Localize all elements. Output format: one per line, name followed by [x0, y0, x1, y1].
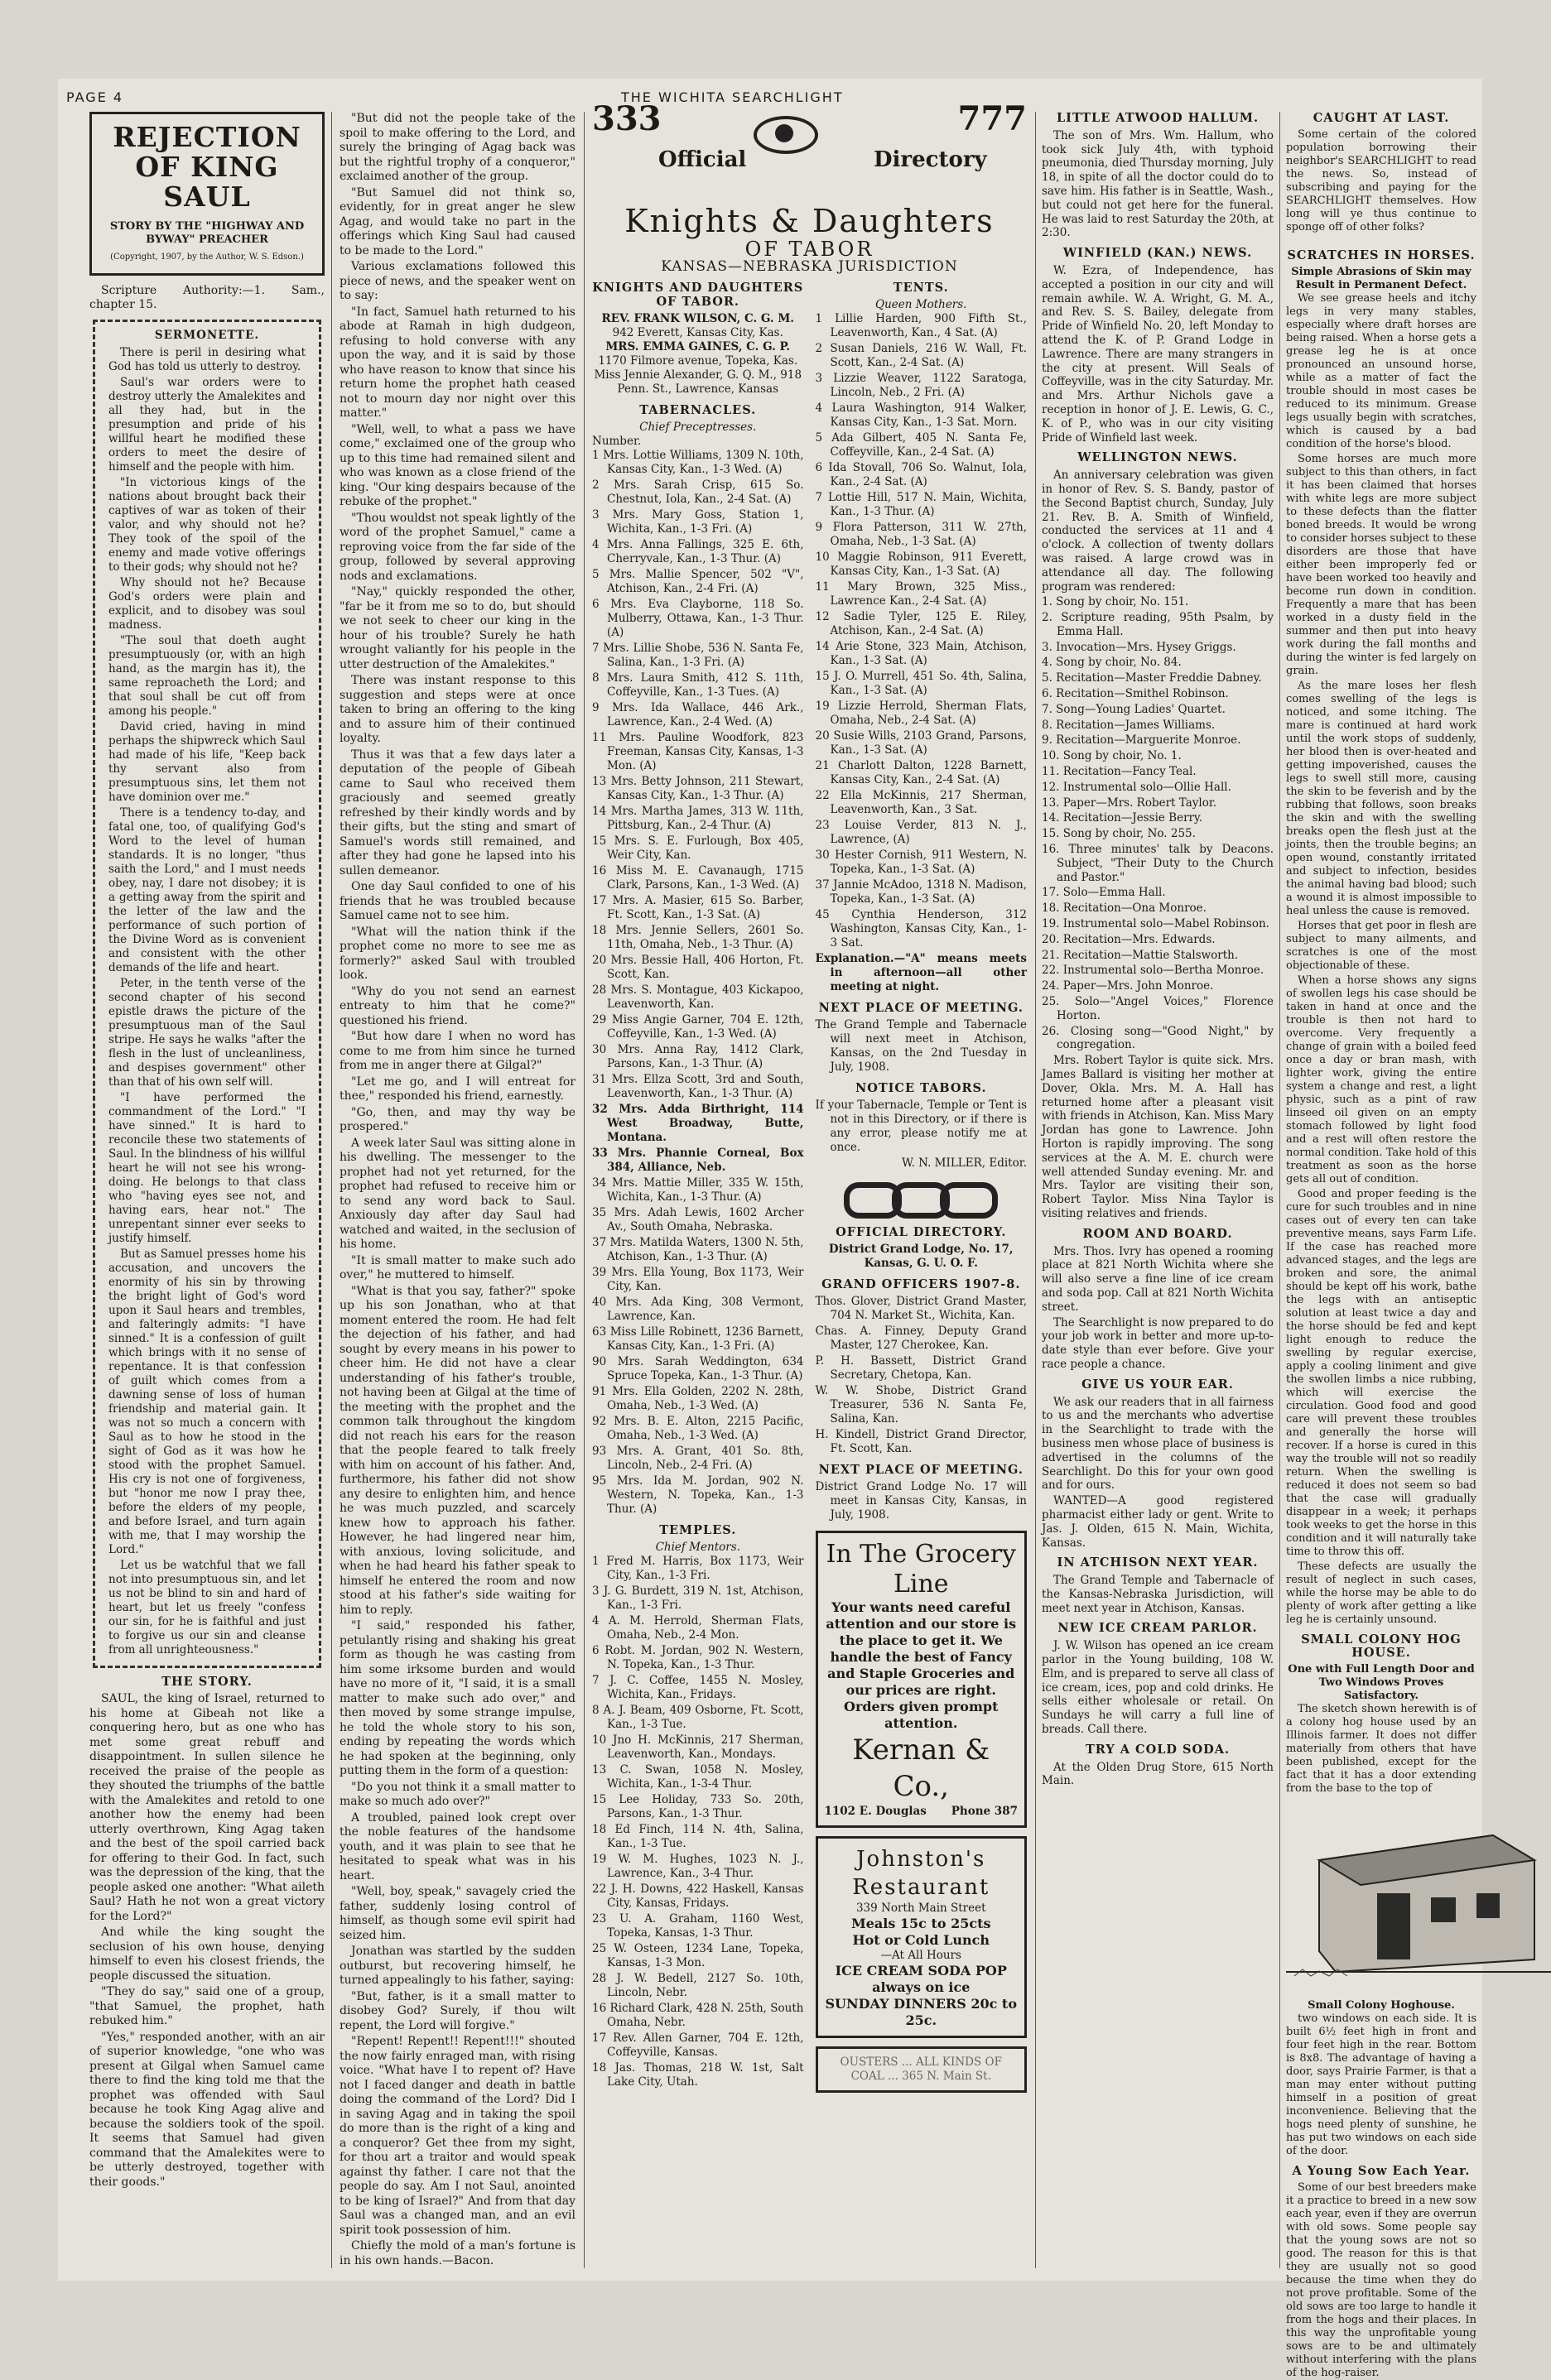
list-item: 32 Mrs. Adda Birthright, 114 West Broadway, Butte, Montana.	[592, 1103, 804, 1144]
list-item: 8 Mrs. Laura Smith, 412 S. 11th, Coffeyville, Kan., 1-3 Tues. (A)	[592, 671, 804, 699]
list-item: 92 Mrs. B. E. Alton, 2215 Pacific, Omaha, Neb., 1-3 Wed. (A)	[592, 1415, 804, 1442]
list-item: 4 A. M. Herrold, Sherman Flats, Omaha, Neb., 2-4 Mon.	[592, 1614, 804, 1642]
officer: Miss Jennie Alexander, G. Q. M., 918 Penn. St., Lawrence, Kansas	[594, 368, 802, 396]
paragraph: Various exclamations followed this piece of news, and the speaker went on to say:	[340, 260, 576, 302]
list-item: 90 Mrs. Sarah Weddington, 634 Spruce Topeka, Kan., 1-3 Thur. (A)	[592, 1355, 804, 1382]
list-item: 34 Mrs. Mattie Miller, 335 W. 15th, Wichita, Kan., 1-3 Thur. (A)	[592, 1176, 804, 1204]
hog-subheading: One with Full Length Door and Two Windows Proves Satisfactory.	[1288, 1663, 1475, 1702]
article-heading: WELLINGTON NEWS.	[1077, 450, 1238, 465]
column-4	[1042, 112, 1274, 2268]
list-item: 25. Solo—"Angel Voices," Florence Horton.	[1042, 995, 1274, 1022]
paragraph: Thus it was that a few days later a deputation of the people of Gibeah came to Saul who received them graciously and seemed greatly refreshed by their kindly words and by their gifts, but the sting and smart of Samuel's words still remained, and after they had gone he lapsed into his sullen demeanor.	[340, 748, 576, 877]
list-item: 91 Mrs. Ella Golden, 2202 N. 28th, Omaha, Neb., 1-3 Wed. (A)	[592, 1385, 804, 1412]
paragraph: "But Samuel did not think so, evidently, for in great anger he slew Agag, and would take no part in the offerings which King Saul had caused to be made to the Lord."	[340, 185, 576, 257]
list-item: 19 Lizzie Herrold, Sherman Flats, Omaha, Neb., 2-4 Sat. (A)	[815, 700, 1027, 727]
list-item: 8. Recitation—James Williams.	[1042, 718, 1216, 732]
notice-heading: NOTICE TABORS.	[855, 1081, 987, 1095]
list-item: 11 Mary Brown, 325 Miss., Lawrence Kan., 2-4 Sat. (A)	[815, 580, 1027, 608]
list-item: H. Kindell, District Grand Director, Ft. Scott, Kan.	[815, 1428, 1027, 1455]
paragraph: We see grease heels and itchy legs in very many stables, especially where draft horses are being raised. When a horse gets a grease leg he is at once pronounced an unsound horse, while as a matter of fact the trouble should in most cases be reduced to its minimum. Grease legs usually begin with scratches, which is caused by a bad condition of the horse's blood.	[1286, 292, 1476, 450]
column-5	[1286, 111, 1477, 2379]
ad-address: 1102 E. Douglas	[824, 1805, 927, 1818]
paragraph: There was instant response to this suggestion and steps were at once taken to bring an offering to the king and to assure him of their continued loyalty.	[340, 674, 576, 745]
list-item: 3 Mrs. Mary Goss, Station 1, Wichita, Kan., 1-3 Fri. (A)	[592, 508, 804, 536]
paragraph: "I said," responded his father, petulantly rising and shaking his great form as though he was casting from him some irksome burden and would have no more of it, "I said, it is a small matter to make such ado over," and then moved by some strange impulse, he told the whole story to his son, ending by repeating the words which he had spoken at the beginning, only putting them in the form of a question:	[340, 1619, 576, 1777]
icecream-text: J. W. Wilson has opened an ice cream parlor in the Young building, 108 W. Elm, and is prepared to serve all class of ice cream, ices, pop and cold drinks. He sells either wholesale or retail. On Sundays he will carry a full line of breads. Call there.	[1042, 1639, 1274, 1737]
list-item: 11 Mrs. Pauline Woodfork, 823 Freeman, Kansas City, Kansas, 1-3 Mon. (A)	[592, 731, 804, 772]
list-item: 18 Jas. Thomas, 218 W. 1st, Salt Lake City, Utah.	[592, 2061, 804, 2089]
paragraph: David cried, having in mind perhaps the shipwreck which Saul had made of his life, "Keep back thy servant also from presumptuous sins, let them not have dominion over me."	[108, 719, 306, 804]
list-item: 20 Susie Wills, 2103 Grand, Parsons, Kan., 1-3 Sat. (A)	[815, 729, 1027, 757]
paragraph: Let us be watchful that we fall not into presumptuous sin, and let us not be blind to sin and hard of heart, but let us freely "confess our sin, for he is faithful and just to forgive us our sin and cleanse from all unrighteousness."	[108, 1558, 306, 1656]
copyright-line: (Copyright, 1907, by the Author, W. S. Edson.)	[110, 252, 304, 262]
paragraph: "Thou wouldst not speak lightly of the word of the prophet Samuel," came a reproving voice from the far side of the group, followed by several approving nods and exclamations.	[340, 511, 576, 583]
masthead	[58, 83, 1482, 113]
oddfellows-heading: OFFICIAL DIRECTORY.	[836, 1225, 1007, 1239]
list-item: 7 Mrs. Lillie Shobe, 536 N. Santa Fe, Salina, Kan., 1-3 Fri. (A)	[592, 642, 804, 669]
ad-line: 339 North Main Street	[855, 1902, 986, 1915]
list-item: 8 A. J. Beam, 409 Osborne, Ft. Scott, Kan., 1-3 Tue.	[592, 1704, 804, 1731]
ad-line: ICE CREAM SODA POP always on ice	[835, 1963, 1007, 1995]
paragraph: Some of our best breeders make it a practice to breed in a new sow each year, even if they are overrun with old sows. Some people say that the young sows are not so good. The reason for this is that they are usually not so good because the time when they do not prove profitable. Some of the old sows are too large to handle it from the hogs and their places. In this way the unprofitable young sows are to be and ultimately without interfering with the plans of the hog-raiser.	[1286, 2181, 1477, 2379]
list-item: 21 Charlott Dalton, 1228 Barnett, Kansas City, Kan., 2-4 Sat. (A)	[815, 759, 1027, 786]
paragraph: There is a tendency to-day, and fatal one, too, of qualifying God's Word to the level of human standards. It is no longer, "thus saith the Lord," and I must needs obey, nay, I dare not disobey; it is a getting away from the spirit and the letter of the law and the performance of such portion of the Divine Word as is convenient and consistent with the other demands of the life and heart.	[108, 805, 306, 974]
paragraph: "Go, then, and may thy way be prospered."	[340, 1105, 576, 1133]
list-item: 19. Instrumental solo—Mabel Robinson.	[1042, 917, 1269, 931]
sermonette-box	[93, 320, 321, 1668]
list-item: 30 Mrs. Anna Ray, 1412 Clark, Parsons, Kan., 1-3 Thur. (A)	[592, 1043, 804, 1070]
list-item: 5 Ada Gilbert, 405 N. Santa Fe, Coffeyville, Kan., 2-4 Sat. (A)	[815, 431, 1027, 459]
list-item: 45 Cynthia Henderson, 312 Washington, Kansas City, Kan., 1-3 Sat.	[815, 908, 1027, 950]
ad-footer	[825, 1805, 1019, 1819]
paragraph: two windows on each side. It is built 6½ feet high in front and four feet high in the rear. Bottom is 8x8. The advantage of having a door, says Prairie Farmer, is that a man may enter without putting himself in a position of great inconvenience. Believing that the hogs need plenty of sunshine, he has put two windows on each side of the door.	[1286, 2012, 1476, 2157]
article-subtitle: STORY BY THE "HIGHWAY AND BYWAY" PREACHER	[109, 220, 305, 246]
number-label: Number.	[592, 435, 642, 448]
paragraph: "The soul that doeth aught presumptuously (or, with an high hand, as the margin has it), the same reproacheth the Lord; and that soul shall be cut off from among his people."	[108, 633, 306, 718]
icecream-heading: NEW ICE CREAM PARLOR.	[1057, 1621, 1258, 1636]
kd-heading: KNIGHTS AND DAUGHTERS OF TABOR.	[592, 281, 804, 309]
column-rule	[1279, 112, 1280, 2268]
paragraph: "In victorious kings of the nations about brought back their captives of war as token of their valor, and why should not he? They took of the spoil of the enemy and made votive offerings to their gods; why should not he?	[108, 475, 306, 574]
sow-heading: A Young Sow Each Year.	[1292, 2164, 1471, 2178]
paragraph: "But did not the people take of the spoil to make offering to the Lord, and surely the bringing of Agag back was but the rightful trophy of a conqueror," exclaimed another of the group.	[340, 112, 576, 183]
hog-heading: SMALL COLONY HOG HOUSE.	[1301, 1632, 1462, 1660]
quote-bacon: Chiefly the mold of a man's fortune is in his own hands.—Bacon.	[340, 2239, 576, 2267]
jurisdiction: KANSAS—NEBRASKA JURISDICTION	[661, 258, 958, 275]
list-item: 16 Richard Clark, 428 N. 25th, South Omaha, Nebr.	[592, 2002, 804, 2029]
officer: REV. FRANK WILSON, C. G. M.	[601, 312, 794, 325]
paragraph: Peter, in the tenth verse of the second chapter of his second epistle draws the picture of the presumptuous man of the Saul stripe. He says he walks "after the flesh in the lust of uncleanliness, and despises government" other than that of his own self will.	[108, 976, 306, 1089]
caught-text: Some certain of the colored population borrowing their neighbor's SEARCHLIGHT to read the news. So, instead of subscribing and paying for the SEARCHLIGHT themselves. How long will ye thus continue to sponge off of other folks?	[1286, 128, 1476, 233]
list-item: P. H. Bassett, District Grand Secretary, Chetopa, Kan.	[815, 1354, 1027, 1382]
temples-heading: TEMPLES.	[659, 1523, 737, 1537]
list-item: 10 Maggie Robinson, 911 Everett, Kansas City, Kan., 1-3 Sat. (A)	[815, 551, 1027, 578]
list-item: 37 Mrs. Matilda Waters, 1300 N. 5th, Atchison, Kan., 1-3 Thur. (A)	[592, 1236, 804, 1263]
official-label: Official	[658, 147, 747, 172]
officer: 1170 Filmore avenue, Topeka, Kas.	[598, 354, 798, 368]
paragraph: These defects are usually the result of neglect in such cases, while the horse may be able to do plenty of work after getting a like leg he is certainly unsound.	[1286, 1560, 1476, 1626]
list-item: 3. Invocation—Mrs. Hysey Griggs.	[1042, 640, 1236, 654]
scripture-line: Scripture Authority:—1. Sam., chapter 15.	[89, 283, 325, 311]
tents-list	[816, 281, 1028, 2101]
list-item: 7 J. C. Coffee, 1455 N. Mosley, Wichita, Kan., Fridays.	[592, 1674, 804, 1701]
list-item: 26. Closing song—"Good Night," by congregation.	[1042, 1024, 1274, 1052]
ad-company: Kernan & Co.,	[852, 1733, 990, 1803]
list-item: 39 Mrs. Ella Young, Box 1173, Weir City, Kan.	[592, 1266, 804, 1293]
notice-signature: W. N. MILLER, Editor.	[902, 1156, 1027, 1170]
column-1	[89, 112, 325, 2268]
list-item: 12. Instrumental solo—Ollie Hall.	[1042, 780, 1231, 794]
paragraph: "But, father, is it a small matter to disobey God? Surely, if thou wilt repent, the Lord will forgive."	[340, 1989, 576, 2032]
list-item: 9 Mrs. Ida Wallace, 446 Ark., Lawrence, Kan., 2-4 Wed. (A)	[592, 701, 804, 728]
list-item: 40 Mrs. Ada King, 308 Vermont, Lawrence, Kan.	[592, 1296, 804, 1323]
officer: MRS. EMMA GAINES, C. G. P.	[605, 340, 791, 353]
paragraph: "What will the nation think if the prophet come no more to see me as formerly?" asked Saul with troubled look.	[340, 925, 576, 982]
list-item: 10 Jno H. McKinnis, 217 Sherman, Leavenworth, Kan., Mondays.	[592, 1733, 804, 1761]
next-meeting: The Grand Temple and Tabernacle will next meet in Atchison, Kansas, on the 2nd Tuesday in July, 1908.	[815, 1018, 1027, 1074]
program-list	[1042, 595, 1274, 1052]
caught-heading: CAUGHT AT LAST.	[1313, 111, 1450, 125]
grand-officers-heading: GRAND OFFICERS 1907-8.	[821, 1277, 1021, 1291]
paragraph: Horses that get poor in flesh are subject to many ailments, and scratches is one of the most objectionable of these.	[1286, 920, 1476, 972]
page-number: PAGE 4	[66, 89, 124, 105]
paragraph: "I have performed the commandment of the Lord." "I have sinned." It is hard to reconcile these two statements of Saul. In the blindness of his willful heart he will not see his wrong-doing. He belongs to that class who "having eyes see not, and having ears, hear not." The unrepentant sinner ever seeks to justify himself.	[108, 1090, 306, 1245]
directory-label: Directory	[874, 147, 987, 172]
tabernacles-list	[592, 281, 804, 2101]
number-left: 333	[592, 99, 662, 138]
column-rule	[331, 112, 332, 2268]
list-item: 6 Ida Stovall, 706 So. Walnut, Iola, Kan., 2-4 Sat. (A)	[815, 461, 1027, 488]
list-item: 17 Mrs. A. Masier, 615 So. Barber, Ft. Scott, Kan., 1-3 Sat. (A)	[592, 894, 804, 921]
paragraph: SAUL, the king of Israel, returned to his home at Gibeah not like a conquering hero, but as one who has met some great rebuff and disappointment. In sullen silence he received the praise of the people as they shouted the triumphs of the battle with the Amalekites and retold to one another how the enemy had been utterly overthrown, King Agag taken and the best of the spoil carried back for offering to their God. In fact, such was the depression of the king, that the people asked one another: "What aileth Saul? Hath he not won a great victory for the Lord?"	[89, 1692, 325, 1923]
paragraph: The sketch shown herewith is of a colony hog house used by an Illinois farmer. It does not differ materially from others that have been published, except for the fact that it has a door extending from the base to the top of	[1286, 1703, 1476, 1795]
paragraph: As the mare loses her flesh comes swelling of the legs is noticed, and some itching. The mare is continued at hard work until the work stops of suddenly, her blood then is over-heated and getting impoverished, causes the legs to swell still more, causing the skin to be feverish and by the rubbing that follows, soon breaks the skin and with the swelling breaks open the flesh just at the joints, then the trouble begins; an open wound, constantly irritated and subject to infection, besides the animal having bad blood; such a wound it is almost impossible to heal unless the cause is removed.	[1286, 680, 1476, 917]
paragraph: And while the king sought the seclusion of his own house, denying himself to even his closest friends, the people discussed the situation.	[89, 1926, 325, 1983]
list-item: 13 Mrs. Betty Johnson, 211 Stewart, Kansas City, Kan., 1-3 Thur. (A)	[592, 775, 804, 802]
paragraph: A week later Saul was sitting alone in his dwelling. The messenger to the prophet had not yet returned, for the prophet had refused to receive him or to send any word back to Saul. Anxiously day after day Saul had watched and waited, in the seclusion of his home.	[340, 1136, 576, 1251]
hog-house-illustration	[1286, 1802, 1551, 1993]
list-item: 9 Flora Patterson, 311 W. 27th, Omaha, Neb., 1-3 Sat. (A)	[815, 521, 1027, 548]
list-item: 6 Mrs. Eva Clayborne, 118 So. Mulberry, Ottawa, Kan., 1-3 Thur. (A)	[592, 598, 804, 639]
article-heading: LITTLE ATWOOD HALLUM.	[1056, 111, 1260, 125]
paragraph: "Repent! Repent!! Repent!!!" shouted the now fairly enraged man, with rising voice. "What have I to repent of? Have not I faced danger and death in battle doing the command of the Lord? Did I in saving Agag and in taking the spoil do more than is the right of a king and a conqueror? Get thee from my sight, for thou art a traitor and would speak against thy father. I care not that the people do say. Am I not Saul, anointed to be king of Israel?" And from that day Saul was a changed man, and an evil spirit took possession of him.	[340, 2035, 576, 2237]
list-item: 15 J. O. Murrell, 451 So. 4th, Salina, Kan., 1-3 Sat. (A)	[815, 670, 1027, 697]
list-item: 4 Mrs. Anna Fallings, 325 E. 6th, Cherryvale, Kan., 1-3 Thur. (A)	[592, 538, 804, 565]
article-text: The son of Mrs. Wm. Hallum, who took sick July 4th, with typhoid pneumonia, died Thursday morning, July 18, in spite of all the doctor could do to save him. His father is in Seattle, Wash., but could not get here for the funeral. He was laid to rest Saturday the 20th, at 2:30.	[1042, 128, 1274, 240]
list-item: 29 Miss Angie Garner, 704 E. 12th, Coffeyville, Kan., 1-3 Wed. (A)	[592, 1013, 804, 1041]
list-item: 18. Recitation—Ona Monroe.	[1042, 902, 1207, 916]
list-item: 13 C. Swan, 1058 N. Mosley, Wichita, Kan., 1-3-4 Thur.	[592, 1763, 804, 1791]
story-heading: THE STORY.	[161, 1674, 253, 1689]
paragraph: "Let me go, and I will entreat for thee," responded his friend, earnestly.	[340, 1075, 576, 1103]
paragraph: One day Saul confided to one of his friends that he was troubled because Samuel came not to see him.	[340, 880, 576, 922]
list-item: 10. Song by choir, No. 1.	[1042, 749, 1182, 763]
list-item: W. W. Shobe, District Grand Treasurer, 536 N. Santa Fe, Salina, Kan.	[815, 1384, 1027, 1426]
list-item: 2 Susan Daniels, 216 W. Wall, Ft. Scott, Kan., 2-4 Sat. (A)	[815, 342, 1027, 369]
list-item: 14 Mrs. Martha James, 313 W. 11th, Pittsburg, Kan., 2-4 Thur. (A)	[592, 805, 804, 832]
hog-caption: Small Colony Hoghouse.	[1308, 1999, 1455, 2012]
tents-sub: Queen Mothers.	[875, 298, 967, 311]
list-item: 30 Hester Cornish, 911 Western, N. Topeka, Kan., 1-3 Sat. (A)	[815, 849, 1027, 876]
wellington-notes: Mrs. Robert Taylor is quite sick. Mrs. James Ballard is visiting her mother at Dover, Okla. Mrs. M. A. Hall has returned home after a pleasant visit with friends in Atchison, Kan. Miss Mary Jordan has gone to Lawrence. John Horton is rapidly improving. The song services at the A. M. E. church were well attended Sunday evening. Mr. and Mrs. Taylor are visiting their son, Robert Taylor. Miss Nina Taylor is visiting relatives and friends.	[1042, 1054, 1274, 1220]
ad-title: In The Grocery Line	[826, 1540, 1017, 1599]
ad-line: SUNDAY DINNERS 20c to 25c.	[825, 1996, 1017, 2028]
scratches-heading: SCRATCHES IN HORSES.	[1287, 248, 1476, 262]
list-item: 33 Mrs. Phannie Corneal, Box 384, Alliance, Neb.	[592, 1147, 804, 1174]
list-item: 17. Solo—Emma Hall.	[1042, 886, 1166, 900]
directory-columns	[592, 281, 1027, 2101]
searchlight-note: The Searchlight is now prepared to do your job work in better and more up-to-date style than ever before. Give your race people a chance.	[1042, 1315, 1274, 1371]
list-item: 15. Song by choir, No. 255.	[1042, 827, 1196, 841]
list-item: 3 J. G. Burdett, 319 N. 1st, Atchison, Kan., 1-3 Fri.	[592, 1584, 804, 1612]
list-item: 95 Mrs. Ida M. Jordan, 902 N. Western, N. Topeka, Kan., 1-3 Thur. (A)	[592, 1474, 804, 1516]
list-item: 18 Mrs. Jennie Sellers, 2601 So. 11th, Omaha, Neb., 1-3 Thur. (A)	[592, 924, 804, 951]
directory-title: Knights & Daughters	[624, 203, 995, 239]
directory-of: OF TABOR	[744, 238, 874, 261]
list-item: 14. Recitation—Jessie Berry.	[1042, 811, 1203, 825]
explanation: Explanation.—"A" means meets in afternoon—all other meeting at night.	[815, 952, 1027, 993]
officer: 942 Everett, Kansas City, Kas.	[612, 326, 783, 339]
three-links-icon	[816, 1182, 1028, 1219]
paragraph: "Do you not think it a small matter to make so much ado over?"	[340, 1780, 576, 1808]
list-item: 20. Recitation—Mrs. Edwards.	[1042, 932, 1216, 946]
ad-body: Your wants need careful attention and our store is the place to get it. We handle the best of Fancy and Staple Groceries and our prices are right. Orders given prompt attention.	[826, 1599, 1017, 1731]
article-text: An anniversary celebration was given in honor of Rev. S. S. Bandy, pastor of the Second Baptist church, Sunday, July 21. Rev. B. A. Smith of Winfield, conducted the services at 11 and 4 o'clock. A collection of twenty dollars was raised. A large crowd was in attendance all day. The following program was rendered:	[1042, 469, 1274, 594]
list-item: 3 Lizzie Weaver, 1122 Saratoga, Lincoln, Neb., 2 Fri. (A)	[815, 372, 1027, 399]
list-item: Thos. Glover, District Grand Master, 704 N. Market St., Wichita, Kan.	[815, 1295, 1027, 1322]
list-item: 12 Sadie Tyler, 125 E. Riley, Atchison, Kan., 2-4 Sat. (A)	[815, 610, 1027, 637]
column-2	[340, 112, 576, 2268]
list-item: 4 Laura Washington, 914 Walker, Kansas City, Kan., 1-3 Sat. Morn.	[815, 401, 1027, 429]
list-item: 22 Ella McKinnis, 217 Sherman, Leavenworth, Kan., 3 Sat.	[815, 789, 1027, 816]
list-item: 1 Fred M. Harris, Box 1173, Weir City, Kan., 1-3 Fri.	[592, 1555, 804, 1582]
list-item: 63 Miss Lille Robinett, 1236 Barnett, Kansas City, Kan., 1-3 Fri. (A)	[592, 1325, 804, 1353]
paragraph: "But how dare I when no word has come to me from him since he turned from me in anger there at Gilgal?"	[340, 1030, 576, 1072]
ad-line: Hot or Cold Lunch	[852, 1932, 990, 1948]
ad-line: —At All Hours	[880, 1949, 961, 1962]
column-rule	[584, 112, 585, 2268]
list-item: 5. Recitation—Master Freddie Dabney.	[1042, 671, 1262, 685]
list-item: 19 W. M. Hughes, 1023 N. J., Lawrence, Kan., 3-4 Thur.	[592, 1853, 804, 1880]
list-item: 7. Song—Young Ladies' Quartet.	[1042, 702, 1226, 716]
paragraph: Good and proper feeding is the cure for such troubles and in nine cases out of every ten can take preventive means, says Farm Life. If the case has reached more advanced stages, and the legs are broken and sore, the animal should be kept off his work, bathe the legs with an antiseptic solution at least twice a day and the horse should be fed and kept light enough to reduce the swelling by regular exercise, apply a cooling liniment and give the swollen limbs a nice rubbing, which will exercise the circulation. Good food and good care will prevent these troubles and generally the horse will recover. If a horse is cured in this way the trouble will not so readily return. When the swelling is reduced it does not seem so bad that the case will gradually disappear in a week; it perhaps took weeks to get the horse in this condition and it will naturally take time to throw this off.	[1286, 1188, 1476, 1558]
ear-text: We ask our readers that in all fairness to us and the merchants who advertise in the Searchlight to trade with the business men whose place of business is advertised in the columns of the Searchlight. Do this for your own good and for ours.	[1042, 1395, 1274, 1493]
ad-phone: Phone 387	[951, 1805, 1018, 1818]
list-item: 23 U. A. Graham, 1160 West, Topeka, Kansas, 1-3 Thur.	[592, 1912, 804, 1940]
list-item: 7 Lottie Hill, 517 N. Main, Wichita, Kan., 1-3 Thur. (A)	[815, 491, 1027, 518]
paragraph: Saul's war orders were to destroy utterly the Amalekites and all they had, but in the presumption and pride of his willful heart he modified these orders to meet the desire of himself and the people with him.	[108, 375, 306, 474]
paragraph: "It is small matter to make such ado over," he muttered to himself.	[340, 1253, 576, 1281]
list-item: Chas. A. Finney, Deputy Grand Master, 127 Cherokee, Kan.	[815, 1325, 1027, 1352]
atchison-heading: IN ATCHISON NEXT YEAR.	[1057, 1555, 1259, 1570]
newspaper-title: THE WICHITA SEARCHLIGHT	[621, 89, 844, 105]
paragraph: "Nay," quickly responded the other, "far be it from me so to do, but should we not seek to cheer our king in the hour of his trouble? Surely he hath wrought valiantly for his people in the utter destruction of the Amalekites."	[340, 585, 576, 671]
list-item: 31 Mrs. Ellza Scott, 3rd and South, Leavenworth, Kan., 1-3 Thur. (A)	[592, 1073, 804, 1100]
lodge-next-meeting-heading: NEXT PLACE OF MEETING.	[818, 1463, 1024, 1477]
list-item: 9. Recitation—Marguerite Monroe.	[1042, 733, 1241, 748]
list-item: 24. Paper—Mrs. John Monroe.	[1042, 979, 1214, 993]
paragraph: "Why do you not send an earnest entreaty to him that he come?" questioned his friend.	[340, 984, 576, 1027]
list-item: 11. Recitation—Fancy Teal.	[1042, 765, 1197, 779]
list-item: 93 Mrs. A. Grant, 401 So. 8th, Lincoln, Neb., 2-4 Fri. (A)	[592, 1445, 804, 1472]
tents-heading: TENTS.	[893, 281, 949, 295]
list-item: 1 Mrs. Lottie Williams, 1309 N. 10th, Kansas City, Kan., 1-3 Wed. (A)	[592, 449, 804, 476]
directory-header	[592, 99, 1027, 203]
tabernacles-sub: Chief Preceptresses.	[639, 421, 757, 434]
list-item: 2 Mrs. Sarah Crisp, 615 So. Chestnut, Iola, Kan., 2-4 Sat. (A)	[592, 478, 804, 506]
article-heading: WINFIELD (KAN.) NEWS.	[1062, 246, 1253, 261]
ear-heading: GIVE US YOUR EAR.	[1081, 1377, 1234, 1392]
eye-icon	[754, 116, 818, 154]
notice: If your Tabernacle, Temple or Tent is not in this Directory, or if there is any error, please notify me at once.	[815, 1099, 1027, 1154]
list-item: 6. Recitation—Smithel Robinson.	[1042, 687, 1229, 701]
soda-text: At the Olden Drug Store, 615 North Main.	[1042, 1760, 1274, 1788]
paragraph: Some horses are much more subject to this than others, in fact it has been claimed that horses with white legs are more subject to these defects than the flatter boned breeds. It would be wrong to consider horses subject to these disorders are those that have either been improperly fed or have been worked too heavily and become run down in condition. Frequently a mare that has been worked in a dusty field in the summer and then put into heavy work during the fall months and during the winter is fed largely on grain.	[1286, 453, 1477, 677]
article-header-box	[89, 112, 325, 276]
ad-title: Johnston's Restaurant	[852, 1847, 990, 1900]
sermonette-title: SERMONETTE.	[154, 328, 260, 342]
list-item: 17 Rev. Allen Garner, 704 E. 12th, Coffeyville, Kansas.	[592, 2031, 804, 2059]
list-item: 1. Song by choir, No. 151.	[1042, 595, 1189, 609]
list-item: 15 Lee Holiday, 733 So. 20th, Parsons, Kan., 1-3 Thur.	[592, 1793, 804, 1820]
wanted-ad: WANTED—A good registered pharmacist either lady or gent. Write to Jas. J. Olden, 615 N. Main, Wichita, Kansas.	[1042, 1494, 1274, 1550]
ad-line: Meals 15c to 25cts	[850, 1916, 991, 1931]
paragraph: Why should not he? Because God's orders were plain and explicit, and to disobey was soul madness.	[108, 575, 306, 632]
paragraph: "They do say," said one of a group, "that Samuel, the prophet, hath rebuked him."	[89, 1985, 325, 2027]
list-item: 35 Mrs. Adah Lewis, 1602 Archer Av., South Omaha, Nebraska.	[592, 1206, 804, 1233]
list-item: 22. Instrumental solo—Bertha Monroe.	[1042, 964, 1264, 978]
restaurant-ad	[816, 1836, 1028, 2038]
column-rule	[1035, 112, 1036, 2268]
next-meeting-heading: NEXT PLACE OF MEETING.	[818, 1001, 1024, 1015]
smudged-ad: OUSTERS ... ALL KINDS OF COAL ... 365 N. Main St.	[816, 2046, 1028, 2093]
paragraph: "Yes," responded another, with an air of superior knowledge, "one who was present at Gilgal when Samuel came there to find the king told me that the prophet was offended with Saul because he took King Agag alive and because the soldiers took of the spoil. It seems that Samuel had given command that the Amalekites were to be utterly destroyed, together with their goods."	[89, 2030, 325, 2189]
list-item: 6 Robt. M. Jordan, 902 N. Western, N. Topeka, Kan., 1-3 Thur.	[592, 1644, 804, 1671]
paragraph: "In fact, Samuel hath returned to his abode at Ramah in high dudgeon, refusing to hold converse with any upon the way, and it is said by those who have reason to know that since his return home the prophet hath ceased not to mourn day nor night over this matter."	[340, 305, 576, 420]
lodge-next-meeting: District Grand Lodge No. 17 will meet in Kansas City, Kansas, in July, 1908.	[815, 1480, 1027, 1522]
scratches-subheading: Simple Abrasions of Skin may Result in Permanent Defect.	[1291, 266, 1472, 291]
list-item: 18 Ed Finch, 114 N. 4th, Salina, Kan., 1-3 Tue.	[592, 1823, 804, 1850]
number-right: 777	[957, 99, 1027, 138]
list-item: 25 W. Osteen, 1234 Lane, Topeka, Kansas, 1-3 Mon.	[592, 1942, 804, 1969]
paragraph: There is peril in desiring what God has told us utterly to destroy.	[108, 345, 306, 373]
list-item: 20 Mrs. Bessie Hall, 406 Horton, Ft. Scott, Kan.	[592, 954, 804, 981]
list-item: 4. Song by choir, No. 84.	[1042, 656, 1182, 670]
paragraph: When a horse shows any signs of swollen legs his case should be taken in hand at once and the trouble is then not hard to overcome. Very frequently a change of grain with a boiled feed once a day or bran mash, with lighter work, giving the entire system a change and rest, a light physic, such as a pint of raw linseed oil given on an empty stomach followed by light food and a rest will often restore the normal condition. Take hold of this treatment as soon as the horse gets all out of condition.	[1286, 974, 1476, 1185]
paragraph: But as Samuel presses home his accusation, and uncovers the enormity of his sin by throwing the bright light of God's word upon it Saul hears and trembles, and falteringly admits: "I have sinned." It is a confession of guilt which brings with it no sense of repentance. It is that confession of guilt which comes from a dawning sense of loss of human friendship and material gain. It was not so much a concern with Saul as to how he stood in the sight of God as it was how he stood with the prophet Samuel. His cry is not one of forgiveness, but "honor me now I pray thee, before the elders of my people, and before Israel, and turn again with me, that I may worship the Lord."	[108, 1247, 306, 1556]
paragraph: A troubled, pained look crept over the noble features of the handsome youth, and it was plain to see that he hesitated to speak what was in his heart.	[340, 1810, 576, 1882]
article-text: W. Ezra, of Independence, has accepted a position in our city and will remain awhile. W. A. Wright, G. M. A., and Rev. S. S. Bailey, delegate from Pride of Winfield No. 20, left Monday to attend the K. of P. Grand Lodge in Lawrence. There are many strangers in the city at present. Will Seals of Coffeyville, was in the city Saturday. Mr. and Mrs. Arthur Nichols gave a reception in honor of J. E. Lewis, G. C., K. of P., who was in our city visiting Pride of Winfield last week.	[1042, 263, 1274, 445]
paragraph: "Well, boy, speak," savagely cried the father, suddenly losing control of himself, as though some evil spirit had seized him.	[340, 1885, 576, 1942]
list-item: 23 Louise Verder, 813 N. J., Lawrence, (A)	[815, 819, 1027, 846]
list-item: 22 J. H. Downs, 422 Haskell, Kansas City, Kansas, Fridays.	[592, 1882, 804, 1910]
list-item: 28 Mrs. S. Montague, 403 Kickapoo, Leavenworth, Kan.	[592, 983, 804, 1011]
list-item: 28 J. W. Bedell, 2127 So. 10th, Lincoln, Nebr.	[592, 1972, 804, 1999]
list-item: 16 Miss M. E. Cavanaugh, 1715 Clark, Parsons, Kan., 1-3 Wed. (A)	[592, 864, 804, 892]
room-text: Mrs. Thos. Ivry has opened a rooming place at 821 North Wichita where she will also serve a fine line of ice cream and soda pop. Call at 821 North Wichita street.	[1042, 1244, 1274, 1314]
atchison-text: The Grand Temple and Tabernacle of the Kansas-Nebraska Jurisdiction, will meet next year in Atchison, Kansas.	[1042, 1574, 1274, 1615]
list-item: 16. Three minutes' talk by Deacons. Subject, "Their Duty to the Church and Pastor."	[1042, 843, 1274, 884]
lodge-name: District Grand Lodge, No. 17, Kansas, G. U. O. F.	[828, 1243, 1014, 1270]
soda-heading: TRY A COLD SODA.	[1085, 1742, 1231, 1757]
paragraph: Jonathan was startled by the sudden outburst, but recovering himself, he turned appealingly to his father, saying:	[340, 1945, 576, 1987]
paragraph: "What is that you say, father?" spoke up his son Jonathan, who at that moment entered the room. He had felt the dejection of his father, and had sought by every means in his power to cheer him. He did not have a clear understanding of his father's trouble, not having been at Gilgal at the time of the meeting with the prophet and the common talk throughout the kingdom did not reach his ears for the reason that the people feared to talk freely with him on account of his father. And, furthermore, his father did not show any desire to enlighten him, and hence he was much puzzled, and scarcely knew how to approach his father. However, he had lingered near him, with anxious, loving solicitude, and when he had heard his father speak to himself he entered the room and now stood at his father's side waiting for him to reply.	[340, 1284, 576, 1617]
paragraph: "Well, well, to what a pass we have come," exclaimed one of the group who up to this time had remained silent and who was known as a close friend of the king. "Our king despairs because of the rebuke of the prophet."	[340, 422, 576, 508]
article-title: REJECTION OF KING SAUL	[113, 121, 301, 213]
list-item: 5 Mrs. Mallie Spencer, 502 "V", Atchison, Kan., 2-4 Fri. (A)	[592, 568, 804, 595]
tabernacles-heading: TABERNACLES.	[639, 403, 757, 417]
directory-column	[592, 99, 1027, 2268]
list-item: 21. Recitation—Mattie Stalsworth.	[1042, 948, 1239, 962]
temples-sub: Chief Mentors.	[655, 1541, 740, 1554]
grocery-ad	[816, 1531, 1028, 1828]
list-item: 2. Scripture reading, 95th Psalm, by Emma Hall.	[1042, 611, 1274, 638]
list-item: 1 Lillie Harden, 900 Fifth St., Leavenworth, Kan., 4 Sat. (A)	[815, 312, 1027, 339]
list-item: 13. Paper—Mrs. Robert Taylor.	[1042, 796, 1217, 810]
list-item: 15 Mrs. S. E. Furlough, Box 405, Weir City, Kan.	[592, 834, 804, 862]
list-item: 37 Jannie McAdoo, 1318 N. Madison, Topeka, Kan., 1-3 Sat. (A)	[815, 878, 1027, 906]
list-item: 14 Arie Stone, 323 Main, Atchison, Kan., 1-3 Sat. (A)	[815, 640, 1027, 667]
room-heading: ROOM AND BOARD.	[1082, 1226, 1233, 1241]
